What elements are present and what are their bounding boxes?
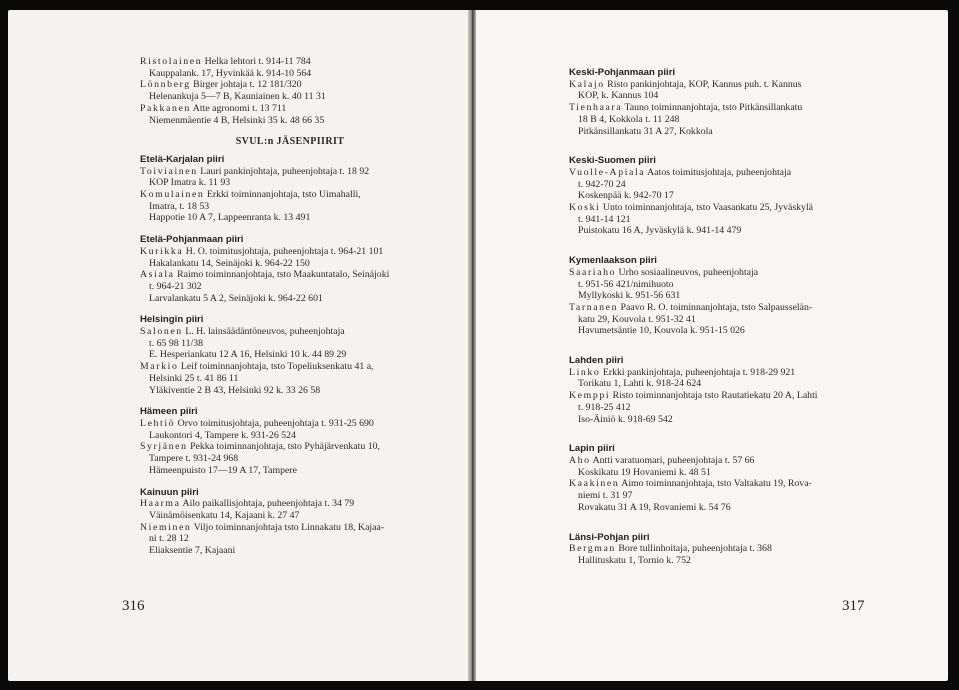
address-line: E. Hesperiankatu 12 A 16, Helsinki 10 k. 44 89 29 [149, 349, 347, 361]
address-line: katu 29, Kouvola t. 951-32 41 [578, 313, 696, 325]
address-line: t. 918-25 412 [578, 401, 631, 413]
page-number-left: 316 [122, 598, 145, 614]
person-name: Lönnberg [140, 79, 191, 91]
person-entry [140, 326, 440, 338]
district-heading: Keski-Suomen piiri [569, 155, 656, 167]
address-line: Eliaksentie 7, Kajaani [149, 545, 236, 557]
person-name: Pakkanen [140, 102, 191, 114]
address-line: Kauppalank. 17, Hyvinkää k. 914-10 564 [149, 67, 312, 79]
district-heading: Helsingin piiri [140, 314, 204, 326]
person-name: Linko [569, 366, 601, 378]
person-name: Bergman [569, 543, 616, 555]
person-name: Kaakinen [569, 478, 620, 490]
address-line: Yläkiventie 2 B 43, Helsinki 92 k. 33 26 58 [149, 384, 321, 396]
person-entry [140, 361, 440, 373]
person-name: Komulainen [140, 189, 205, 201]
person-details: Erkki pankinjohtaja, puheenjohtaja t. 918-29 921 [600, 366, 796, 378]
person-name: Nieminen [140, 521, 192, 533]
person-name: Syrjänen [140, 441, 188, 453]
person-details: H. O. toimitusjohtaja, puheenjohtaja t. 964-21 101 [183, 245, 384, 257]
person-details: Paavo R. O. toiminnanjohtaja, tsto Salpausselän- [618, 301, 813, 313]
address-line: Laukontori 4, Tampere k. 931-26 524 [149, 429, 296, 441]
district-heading: Länsi-Pohjan piiri [569, 531, 650, 543]
district-heading: Kymenlaakson piiri [569, 255, 657, 267]
address-line: t. 941-14 121 [578, 213, 631, 225]
district-heading: Keski-Pohjanmaan piiri [569, 67, 676, 78]
address-line: Väinämöisenkatu 14, Kajaani k. 27 47 [149, 509, 300, 521]
right-page-text [569, 67, 909, 567]
person-name: Kurikka [140, 245, 184, 257]
person-details: Viljo toiminnanjohtaja tsto Linnakatu 18, Kajaa- [191, 521, 385, 533]
person-entry [569, 478, 909, 490]
person-entry [569, 302, 909, 314]
person-details: Raimo toiminnanjohtaja, tsto Maakuntatalo, Seinäjoki [174, 269, 390, 281]
person-entry [569, 367, 909, 379]
address-line: Helenankuja 5—7 B, Kauniainen k. 40 11 31 [149, 91, 326, 103]
address-line: Hakalankatu 14, Seinäjoki k. 964-22 150 [149, 257, 310, 269]
person-details: Leif toiminnanjohtaja, tsto Topeliuksenkatu 41 a, [178, 361, 374, 373]
left-page-text [140, 56, 440, 557]
address-line: KOP, k. Kannus 104 [578, 90, 659, 102]
person-details: Unto toiminnanjohtaja, tsto Vaasankatu 25, Jyväskylä [600, 202, 814, 214]
address-line: Hallituskatu 1, Tornio k. 752 [578, 554, 691, 566]
person-details: Ailo paikallisjohtaja, puheenjohtaja t. 34 79 [180, 498, 355, 510]
person-name: Vuolle-Apiala [569, 166, 646, 178]
address-line: Larvalankatu 5 A 2, Seinäjoki k. 964-22 601 [149, 292, 323, 304]
person-entry [140, 418, 440, 430]
person-entry [569, 167, 909, 179]
address-line: niemi t. 31 97 [578, 490, 633, 502]
person-details: Erkki toiminnanjohtaja, tsto Uimahalli, [204, 189, 361, 201]
address-line: Myllykoski k. 951-56 631 [578, 290, 681, 302]
person-name: Koski [569, 202, 601, 214]
person-details: Bore tullinhoitaja, puheenjohtaja t. 368 [615, 543, 772, 555]
person-entry [569, 455, 909, 467]
person-name: Ristolainen [140, 56, 203, 67]
address-line: Puistokatu 16 A, Jyväskylä k. 941-14 479 [578, 225, 742, 237]
person-entry [569, 543, 909, 555]
person-name: Haarma [140, 498, 181, 510]
person-name: Aho [569, 454, 591, 466]
person-entry [140, 498, 440, 510]
address-line: t. 964-21 302 [149, 280, 202, 292]
section-title: SVUL:n JÄSENPIIRIT [235, 136, 345, 148]
address-line: Koskikatu 19 Hovaniemi k. 48 51 [578, 466, 711, 478]
district-heading: Lahden piiri [569, 355, 624, 367]
person-name: Asiala [140, 269, 175, 281]
person-entry [569, 390, 909, 402]
district-heading: Kainuun piiri [140, 486, 199, 498]
person-entry [140, 103, 440, 115]
person-entry [569, 79, 909, 91]
address-line: Torikatu 1, Lahti k. 918-24 624 [578, 378, 702, 390]
person-entry [140, 166, 440, 178]
person-entry [140, 79, 440, 91]
person-entry [569, 202, 909, 214]
person-entry [569, 267, 909, 279]
address-line: t. 942-70 24 [578, 178, 626, 190]
person-entry [140, 56, 440, 68]
person-details: Antti varatuomari, puheenjohtaja t. 57 66 [590, 454, 755, 466]
person-name: Markio [140, 361, 179, 373]
address-line: Pitkänsillankatu 31 A 27, Kokkola [578, 125, 713, 137]
person-entry [140, 269, 440, 281]
person-entry [140, 246, 440, 258]
person-entry [140, 441, 440, 453]
address-line: t. 65 98 11/38 [149, 337, 204, 349]
address-line: Niemenmäentie 4 B, Helsinki 35 k. 48 66 35 [149, 114, 325, 126]
person-details: Helka lehtori t. 914-11 784 [202, 56, 311, 67]
person-details: Aatos toimitusjohtaja, puheenjohtaja [645, 166, 792, 178]
person-name: Tienhaara [569, 102, 623, 114]
address-line: KOP Imatra k. 11 93 [149, 177, 231, 189]
address-line: ni t. 28 12 [149, 533, 189, 545]
address-line: Imatra, t. 18 53 [149, 200, 210, 212]
person-entry [569, 102, 909, 114]
person-entry [140, 522, 440, 534]
person-details: Aimo toiminnanjohtaja, tsto Valtakatu 19, Rova- [619, 478, 812, 490]
address-line: Happotie 10 A 7, Lappeenranta k. 13 491 [149, 212, 311, 224]
person-details: Atte agronomi t. 13 711 [190, 102, 287, 114]
person-details: L. H. lainsäädäntöneuvos, puheenjohtaja [182, 326, 345, 338]
person-name: Salonen [140, 326, 183, 338]
person-details: Tauno toiminnanjohtaja, tsto Pitkänsillankatu [622, 102, 803, 114]
district-heading: Etelä-Karjalan piiri [140, 153, 225, 165]
person-name: Lehtiö [140, 417, 176, 429]
book-gutter [468, 10, 476, 681]
address-line: Iso-Äiniö k. 918-69 542 [578, 413, 673, 425]
person-details: Lauri pankinjohtaja, puheenjohtaja t. 18 92 [197, 165, 370, 177]
person-details: Urho sosiaalineuvos, puheenjohtaja [616, 266, 759, 278]
person-name: Kemppi [569, 390, 611, 402]
person-details: Orvo toimitusjohtaja, puheenjohtaja t. 931-25 690 [175, 417, 374, 429]
address-line: Helsinki 25 t. 41 86 11 [149, 372, 239, 384]
address-line: t. 951-56 421/nimihuoto [578, 278, 674, 290]
person-name: Saariaho [569, 266, 617, 278]
person-details: Birger johtaja t. 12 181/320 [190, 79, 302, 91]
district-heading: Hämeen piiri [140, 406, 198, 418]
address-line: Rovakatu 31 A 19, Rovaniemi k. 54 76 [578, 501, 731, 513]
district-heading: Etelä-Pohjanmaan piiri [140, 234, 244, 246]
person-name: Kalajo [569, 78, 605, 90]
address-line: Havumetsäntie 10, Kouvola k. 951-15 026 [578, 325, 745, 337]
person-name: Toiviainen [140, 165, 198, 177]
address-line: Koskenpää k. 942-70 17 [578, 190, 674, 202]
person-entry [140, 189, 440, 201]
person-details: Pekka toiminnanjohtaja, tsto Pyhäjärvenkatu 10, [187, 441, 380, 453]
person-details: Risto pankinjohtaja, KOP, Kannus puh. t. Kannus [604, 78, 802, 90]
address-line: Hämeenpuisto 17—19 A 17, Tampere [149, 464, 297, 476]
page-number-right: 317 [842, 598, 865, 614]
person-details: Risto toiminnanjohtaja tsto Rautatiekatu 20 A, Lahti [610, 390, 818, 402]
district-heading: Lapin piiri [569, 443, 615, 455]
address-line: 18 B 4, Kokkola t. 11 248 [578, 113, 680, 125]
address-line: Tampere t. 931-24 968 [149, 453, 239, 465]
person-name: Tarnanen [569, 301, 619, 313]
